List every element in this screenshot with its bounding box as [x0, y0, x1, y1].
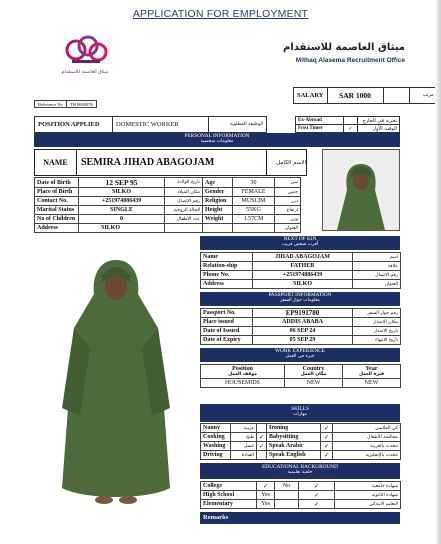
place-issued-label-ar: مكان الاصدار — [353, 318, 401, 327]
work-experience-heading: WORK EXPERIENCE — [275, 348, 325, 354]
skill-arabic-label-ar: تتحدث بالعربية — [333, 442, 401, 451]
children-value: 0 — [79, 215, 165, 224]
name-label-ar: الاسم الكامل — [267, 150, 307, 176]
edu-elementary-check: ✓ — [299, 500, 335, 509]
next-of-kin-table — [200, 252, 401, 289]
education-heading-ar: خلفية تعليمية — [287, 470, 313, 475]
date-issued-value: 06 SEP 24 — [253, 327, 353, 336]
first-timer-label: Frist Timer — [296, 125, 344, 133]
applicant-photo-full-body — [34, 238, 198, 516]
kin-address-value: SILKO — [253, 280, 353, 289]
skill-ironing-mark: ✓ — [321, 424, 333, 433]
pob-label-ar: مكان الميلاد — [165, 188, 203, 197]
kin-phone-value: +251974886439 — [253, 271, 353, 280]
skill-ironing-label: Ironing — [267, 424, 321, 433]
work-experience-band — [200, 348, 400, 362]
age-value: 30 — [233, 178, 275, 188]
date-expiry-label: Date of Expiry — [201, 336, 253, 345]
personal-info-heading-ar: معلومات شخصية — [200, 139, 234, 144]
next-of-kin-band — [200, 236, 400, 250]
ex-abroad-value — [344, 117, 358, 125]
kin-name-label-ar: اسم — [353, 253, 401, 262]
edu-college-mark: ✓ — [257, 482, 275, 491]
marital-label: Marital Status — [35, 206, 79, 215]
position-value: DOMESTIC WORKER — [113, 117, 209, 133]
position-table — [34, 116, 267, 133]
salary-label-ar: مرتب — [409, 88, 437, 104]
work-country-value: NEW — [285, 379, 343, 388]
ex-abroad-label-ar: تجربة في الخارج — [358, 117, 400, 125]
weight-value: 1.57CM — [233, 215, 275, 224]
remarks-bar — [200, 512, 400, 524]
edu-highschool-mark: Yes — [257, 491, 275, 500]
skill-nanny-mark — [257, 424, 267, 433]
passport-band — [200, 292, 400, 306]
skill-babysitting-mark: ✓ — [321, 433, 333, 442]
edu-highschool-label-ar: شهادة الثانوية — [335, 491, 401, 500]
religion-label-ar: دين — [275, 197, 301, 206]
pob-label: Place of Birth — [35, 188, 79, 197]
education-heading: EDUCATIONAL BACKGROUND — [262, 464, 338, 470]
gender-label: Gender — [203, 188, 233, 197]
company-name-ar: ميثاق العاصمة للاستقدام — [282, 42, 405, 53]
kin-relation-label: Relation-ship — [201, 262, 253, 271]
salary-table — [293, 87, 438, 104]
edu-highschool-check: ✓ — [299, 491, 335, 500]
name-value: SEMIRA JIHAD ABAGOJAM — [77, 150, 267, 176]
date-issued-label-ar: تاريخ الاصدار — [353, 327, 401, 336]
personal-details-table — [34, 177, 301, 233]
religion-label: Religion — [203, 197, 233, 206]
edu-elementary-mark: Yes — [257, 500, 275, 509]
dob-value: 12 SEP 95 — [79, 178, 165, 188]
skill-arabic-label: Speak Arabic — [267, 442, 321, 451]
date-issued-label: Date of Issued — [201, 327, 253, 336]
skill-cooking-label-ar: طبخ — [231, 433, 257, 442]
skill-washing-label-ar: غسل — [231, 442, 257, 451]
work-header-country: Country مكان العمل — [285, 365, 343, 379]
skills-heading: SKILLS — [291, 406, 309, 412]
kin-relation-label-ar: علاقة — [353, 262, 401, 271]
contact-label: Contact No. — [35, 197, 79, 206]
skill-driving-label: Driving — [201, 451, 231, 460]
work-position-value: HOUSEMIDS — [201, 379, 285, 388]
kin-address-label-ar: العنوان — [353, 280, 401, 289]
ex-abroad-label: Ex-Abroad — [296, 117, 344, 125]
age-label-ar: سن — [275, 178, 301, 188]
kin-name-value: JIHAD ABAGOJAM — [253, 253, 353, 262]
education-band — [200, 463, 400, 479]
marital-label-ar: الحالة الزوجية — [165, 206, 203, 215]
address-value: SILKO — [79, 224, 165, 233]
address-label: Address — [35, 224, 79, 233]
passport-heading-ar: معلومات جواز السفر — [279, 298, 321, 303]
next-of-kin-heading: NEXT OF KIN — [283, 236, 317, 242]
address-label-ar: العنوان — [275, 224, 301, 233]
religion-value: MUSLIM — [233, 197, 275, 206]
passport-table — [200, 308, 401, 345]
work-header-position: Position موقف العمل — [201, 365, 285, 379]
date-expiry-value: 05 SEP 29 — [253, 336, 353, 345]
skill-washing-mark: ✓ — [257, 442, 267, 451]
work-experience-heading-ar: خبرة في العمل — [285, 354, 315, 359]
edu-highschool-label: High School — [201, 491, 257, 500]
edu-elementary-label-ar: التعليم الابتدائي — [335, 500, 401, 509]
next-of-kin-heading-ar: أقرب شخص قريب — [281, 242, 319, 247]
reference-table — [34, 100, 97, 108]
edu-elementary-no — [275, 500, 299, 509]
pob-value: SILKO — [79, 188, 165, 197]
remarks-label: Remarks — [203, 514, 229, 521]
edu-college-check: ✓ — [299, 482, 335, 491]
skills-band — [200, 404, 400, 422]
dob-label-ar: تاريخ الولادة — [165, 178, 203, 188]
reference-value: TH 0000076 — [66, 101, 96, 108]
marital-value: SINGLE — [79, 206, 165, 215]
place-issued-label: Place issued — [201, 318, 253, 327]
first-timer-value: ✓ — [344, 125, 358, 133]
skill-english-label-ar: تتحدث بالإنجليزية — [333, 451, 401, 460]
age-label: Age — [203, 178, 233, 188]
skills-heading-ar: مهارات — [293, 412, 307, 417]
passport-no-label: Passport No. — [201, 309, 253, 318]
skill-cooking-mark: ✓ — [257, 433, 267, 442]
salary-label: SALARY — [294, 88, 328, 104]
height-label-ar: ارتفاع — [275, 206, 301, 215]
applicant-photo-portrait — [322, 149, 400, 231]
page-title: APPLICATION FOR EMPLOYMENT — [132, 8, 309, 20]
date-expiry-label-ar: تاريخ الانتهاء — [353, 336, 401, 345]
gender-label-ar: جنس — [275, 188, 301, 197]
experience-abroad-table — [295, 116, 400, 133]
edu-college-no: No — [275, 482, 299, 491]
name-label: NAME — [35, 150, 77, 176]
name-table — [34, 149, 307, 176]
position-label-ar: الوظيفة المطلوبة — [209, 117, 267, 133]
salary-value: SAR 1000 — [327, 88, 383, 104]
skill-ironing-label-ar: كي الملابس — [333, 424, 401, 433]
children-label: No of Children — [35, 215, 79, 224]
work-header-year: Year فترة العمل — [343, 365, 401, 379]
kin-relation-value: FATHER — [253, 262, 353, 271]
weight-label-ar: وزن — [275, 215, 301, 224]
contact-label-ar: رقم الإتصال — [165, 197, 203, 206]
personal-info-heading: PERSONAL INFORMATION — [184, 133, 250, 139]
height-value: 55KG — [233, 206, 275, 215]
position-label: POSITION APPLIED — [35, 117, 113, 133]
company-name-en: Mithaq Alasema Recruitment Office — [295, 57, 405, 64]
edu-college-label-ar: شهادة جامعية — [335, 482, 401, 491]
skill-babysitting-label-ar: مجالسة الأطفال — [333, 433, 401, 442]
kin-phone-label-ar: رقم الاتصال — [353, 271, 401, 280]
education-table — [200, 481, 401, 509]
skill-driving-label-ar: القيادة — [231, 451, 257, 460]
dob-label: Date of Birth — [35, 178, 79, 188]
kin-phone-label: Phone No. — [201, 271, 253, 280]
kin-name-label: Name — [201, 253, 253, 262]
children-label-ar: عدد الأطفال — [165, 215, 203, 224]
skill-english-mark: ✓ — [321, 451, 333, 460]
personal-info-band — [34, 133, 400, 147]
page-edge-shadow — [435, 0, 441, 544]
edu-highschool-no — [275, 491, 299, 500]
skill-driving-mark — [257, 451, 267, 460]
edu-college-label: College — [201, 482, 257, 491]
work-year-value: NEW — [343, 379, 401, 388]
logo-text: ميثاق العاصمة للاستقدام — [61, 70, 109, 75]
height-label: Height — [203, 206, 233, 215]
passport-no-value: EP9191780 — [253, 309, 353, 318]
reference-label: Reference No — [35, 101, 67, 108]
skill-cooking-label: Cooking — [201, 433, 231, 442]
skill-nanny-label-ar: مربية — [231, 424, 257, 433]
weight-label: Weight — [203, 215, 233, 224]
skill-washing-label: Washing — [201, 442, 231, 451]
work-experience-table — [200, 364, 401, 388]
edu-elementary-label: Elementary — [201, 500, 257, 509]
place-issued-value: ADDIS ABABA — [253, 318, 353, 327]
gender-value: FEMALE — [233, 188, 275, 197]
passport-no-label-ar: رقم جواز السفر — [353, 309, 401, 318]
skill-nanny-label: Nanny — [201, 424, 231, 433]
skill-arabic-mark: ✓ — [321, 442, 333, 451]
contact-value: +251974886439 — [79, 197, 165, 206]
skills-table — [200, 423, 401, 460]
first-timer-label-ar: الوقت الأول — [358, 125, 400, 133]
passport-heading: PASSPORT INFORMATION — [268, 292, 332, 298]
skill-english-label: Speak English — [267, 451, 321, 460]
kin-address-label: Address — [201, 280, 253, 289]
skill-babysitting-label: Babysitting — [267, 433, 321, 442]
